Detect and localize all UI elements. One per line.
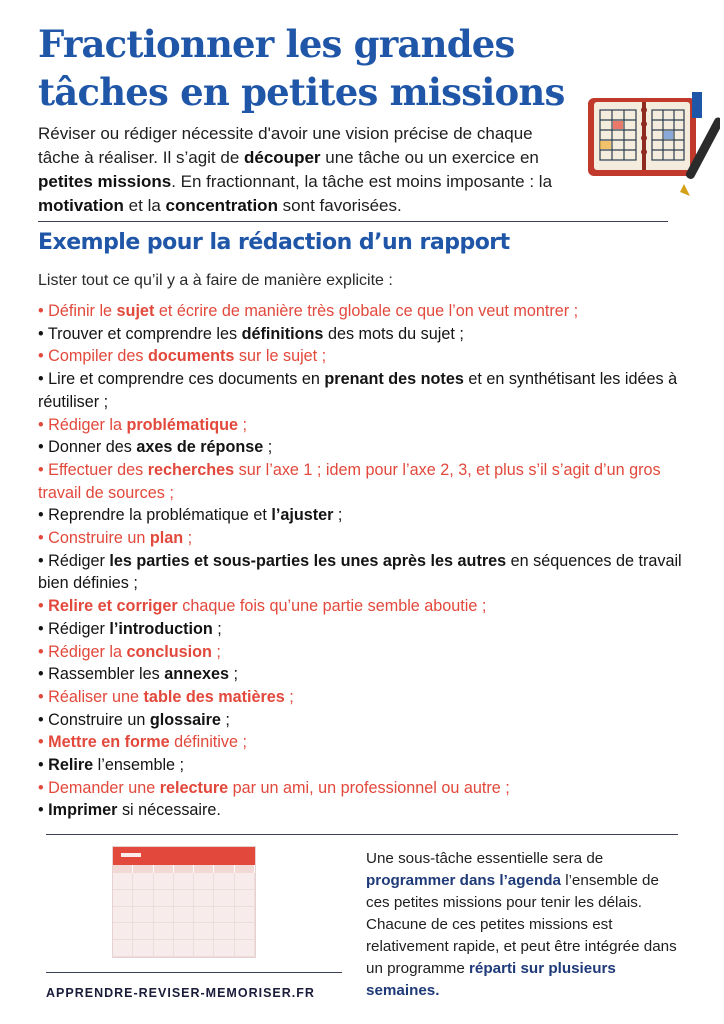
text-run: • Rédiger bbox=[38, 619, 110, 638]
text-run: en séquences de travail bien définies ; bbox=[38, 551, 682, 593]
emphasis-text: Mettre en forme bbox=[48, 733, 170, 752]
list-item bbox=[38, 686, 686, 709]
emphasis-text: réparti sur plusieurs semaines. bbox=[366, 960, 616, 999]
text-run: • Définir le bbox=[38, 302, 117, 320]
calendar-days-row bbox=[113, 865, 255, 873]
page-title: Fractionner les grandes tâches en petites missions bbox=[38, 22, 565, 114]
text-run: ; bbox=[183, 529, 193, 548]
text-run: ; bbox=[284, 687, 294, 706]
list-item bbox=[38, 799, 686, 822]
list-item bbox=[38, 368, 686, 413]
text-run: Une sous-tâche essentielle sera de bbox=[366, 850, 604, 867]
text-run: • Trouver et comprendre les bbox=[38, 324, 242, 343]
emphasis-text: Relire bbox=[48, 756, 94, 775]
planner-notebook-icon bbox=[580, 84, 720, 204]
text-run: ; bbox=[333, 506, 343, 525]
emphasis-text: conclusion bbox=[126, 642, 212, 661]
list-item bbox=[38, 754, 686, 777]
emphasis-text: problématique bbox=[126, 415, 238, 434]
text-run: et en synthétisant les idées à réutiliser ; bbox=[38, 370, 678, 411]
divider-bottom bbox=[46, 834, 678, 835]
list-item bbox=[38, 777, 686, 800]
agenda-note bbox=[366, 848, 684, 1002]
emphasis-text: recherches bbox=[147, 460, 235, 479]
text-run: • bbox=[38, 756, 49, 775]
list-item bbox=[38, 300, 686, 323]
text-run: l’ensemble de ces petites missions pour tenir les délais. Chacune de ces petites missions est relativement rapide, et peut être intégrée dans un programme bbox=[366, 872, 677, 977]
text-run: • Rassembler les bbox=[38, 665, 165, 684]
list-item bbox=[38, 618, 686, 641]
text-run: définitive ; bbox=[169, 733, 247, 752]
emphasis-text: table des matières bbox=[143, 687, 285, 706]
list-item bbox=[38, 345, 686, 368]
text-run: chaque fois qu’une partie semble aboutie ; bbox=[177, 597, 487, 616]
text-run: • Donner des bbox=[38, 438, 137, 457]
emphasis-text: relecture bbox=[159, 778, 229, 797]
emphasis-text: motivation bbox=[38, 196, 124, 215]
emphasis-text: sujet bbox=[116, 302, 155, 320]
text-run: et la bbox=[123, 196, 166, 215]
list-item bbox=[38, 709, 686, 732]
emphasis-text: glossaire bbox=[149, 710, 221, 729]
steps-list bbox=[38, 300, 686, 822]
text-run: Réviser ou rédiger nécessite d'avoir une vision précise de chaque tâche à réaliser. Il s’agit de bbox=[38, 124, 533, 167]
text-run: ; bbox=[237, 415, 247, 434]
text-run: ; bbox=[212, 619, 222, 638]
list-item bbox=[38, 731, 686, 754]
list-item bbox=[38, 414, 686, 437]
text-run: • bbox=[38, 801, 49, 820]
emphasis-text: l’ajuster bbox=[271, 506, 334, 525]
text-run: par un ami, un professionnel ou autre ; bbox=[228, 778, 510, 797]
list-intro: Lister tout ce qu’il y a à faire de manière explicite : bbox=[38, 272, 393, 289]
text-run: • Reprendre la problématique et bbox=[38, 506, 272, 525]
text-run: sur le sujet ; bbox=[234, 347, 327, 366]
text-run: ; bbox=[263, 438, 273, 457]
text-run: si nécessaire. bbox=[117, 801, 221, 820]
emphasis-text: documents bbox=[148, 347, 235, 366]
emphasis-text: Relire et corriger bbox=[48, 597, 178, 616]
text-run: • Rédiger la bbox=[38, 642, 127, 661]
list-item bbox=[38, 641, 686, 664]
calendar-header bbox=[113, 847, 255, 865]
list-item bbox=[38, 527, 686, 550]
emphasis-text: les parties et sous-parties les unes après les autres bbox=[109, 551, 507, 570]
text-run: • Demander une bbox=[38, 778, 160, 797]
list-item bbox=[38, 550, 686, 595]
text-run: • Lire et comprendre ces documents en bbox=[38, 370, 325, 389]
text-run: • Effectuer des bbox=[38, 460, 148, 479]
text-run: et écrire de manière très globale ce que l’on veut montrer ; bbox=[154, 302, 579, 320]
text-run: • bbox=[38, 733, 49, 752]
list-item bbox=[38, 504, 686, 527]
list-item bbox=[38, 436, 686, 459]
text-run: • bbox=[38, 597, 49, 616]
calendar-illustration bbox=[112, 846, 256, 958]
emphasis-text: programmer dans l’agenda bbox=[366, 872, 561, 889]
emphasis-text: plan bbox=[149, 529, 184, 548]
text-run: • Rédiger bbox=[38, 551, 110, 570]
text-run: ; bbox=[211, 642, 221, 661]
emphasis-text: axes de réponse bbox=[136, 438, 264, 457]
emphasis-text: définitions bbox=[241, 324, 324, 343]
text-run: une tâche ou un exercice en bbox=[320, 148, 539, 167]
text-run: des mots du sujet ; bbox=[323, 324, 464, 343]
text-run: • Réaliser une bbox=[38, 687, 144, 706]
section-title: Exemple pour la rédaction d’un rapport bbox=[38, 230, 510, 255]
emphasis-text: prenant des notes bbox=[324, 370, 464, 389]
emphasis-text: Imprimer bbox=[48, 801, 118, 820]
website-label: APPRENDRE-REVISER-MEMORISER.FR bbox=[46, 986, 315, 1000]
text-run: l’ensemble ; bbox=[93, 756, 185, 775]
emphasis-text: l’introduction bbox=[109, 619, 213, 638]
divider-top bbox=[38, 221, 668, 222]
list-item bbox=[38, 663, 686, 686]
text-run: sont favorisées. bbox=[277, 196, 402, 215]
emphasis-text: concentration bbox=[165, 196, 278, 215]
text-run: • Compiler des bbox=[38, 347, 149, 366]
list-item bbox=[38, 459, 686, 504]
text-run: ; bbox=[229, 665, 239, 684]
emphasis-text: annexes bbox=[164, 665, 230, 684]
text-run: • Construire un bbox=[38, 529, 150, 548]
text-run: ; bbox=[220, 710, 230, 729]
emphasis-text: petites missions bbox=[38, 172, 172, 191]
text-run: • Construire un bbox=[38, 710, 150, 729]
emphasis-text: découper bbox=[244, 148, 321, 167]
text-run: • Rédiger la bbox=[38, 415, 127, 434]
list-item bbox=[38, 323, 686, 346]
text-run: . En fractionnant, la tâche est moins imposante : la bbox=[171, 172, 553, 191]
text-run: sur l’axe 1 ; idem pour l’axe 2, 3, et plus s’il s’agit d’un gros travail de sources ; bbox=[38, 460, 661, 502]
intro-paragraph bbox=[38, 122, 578, 218]
list-item bbox=[38, 595, 686, 618]
calendar-grid bbox=[113, 873, 255, 957]
divider-footer bbox=[46, 972, 342, 973]
